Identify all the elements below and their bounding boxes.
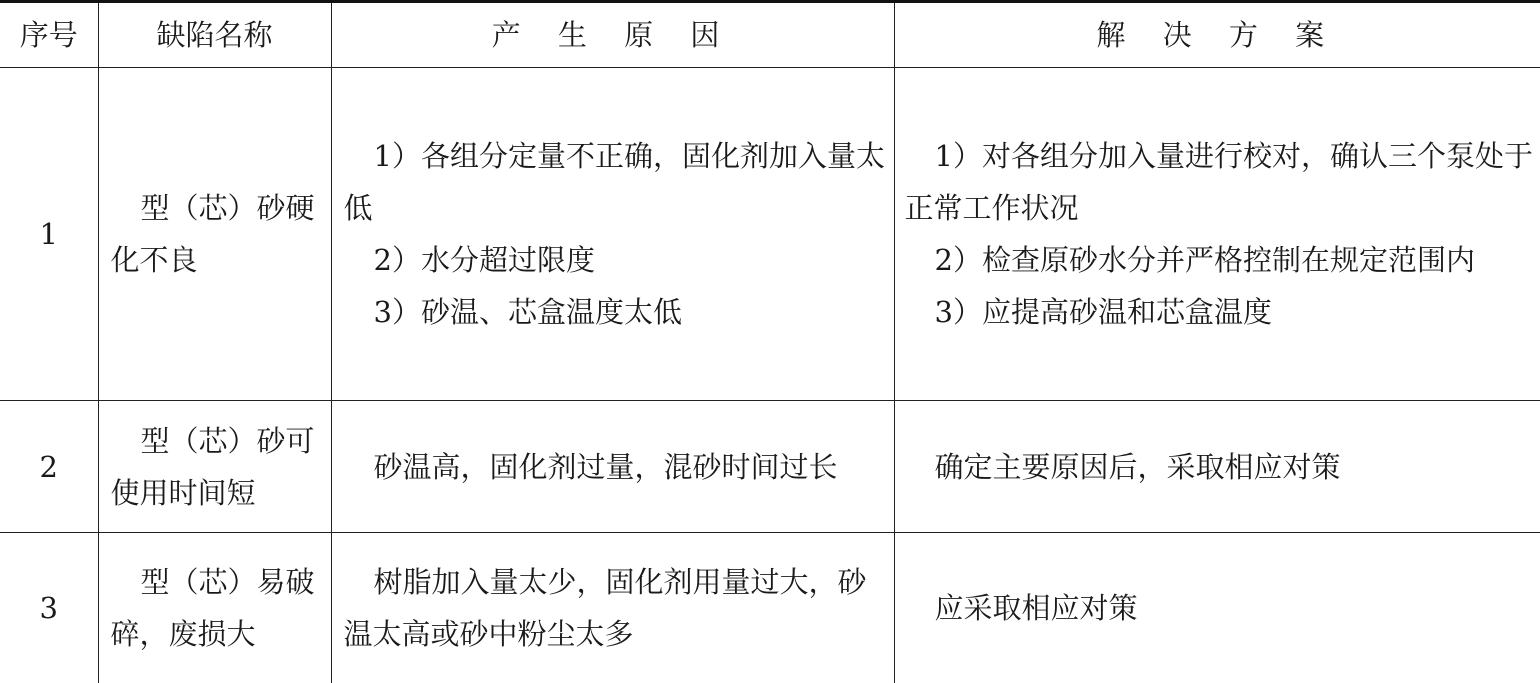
- defect-name-text: 型（芯）砂硬化不良: [110, 191, 315, 277]
- solution-item: 1）对各组分加入量进行校对，确认三个泵处于正常工作状况: [904, 139, 1533, 225]
- row-cause: [331, 401, 894, 533]
- cause-item: 1）各组分定量不正确，固化剂加入量太低: [343, 139, 885, 225]
- header-solution: 解 决 方 案: [894, 2, 1540, 68]
- table-row: [0, 401, 1540, 533]
- row-defect-name: [98, 533, 331, 683]
- header-seq: 序号: [0, 2, 98, 68]
- row-seq: 2: [0, 401, 98, 533]
- cause-item: 树脂加入量太少，固化剂用量过大，砂温太高或砂中粉尘太多: [343, 565, 867, 651]
- solution-item: 应采取相应对策: [934, 591, 1138, 625]
- header-name: 缺陷名称: [98, 2, 331, 68]
- defect-name-text: 型（芯）易破碎，废损大: [110, 565, 315, 651]
- row-seq: 3: [0, 533, 98, 683]
- row-cause: [331, 68, 894, 401]
- table-row: [0, 68, 1540, 401]
- row-seq: 1: [0, 68, 98, 401]
- row-solution: [894, 401, 1540, 533]
- cause-item: 3）砂温、芯盒温度太低: [373, 295, 682, 329]
- row-defect-name: [98, 68, 331, 401]
- row-solution: [894, 68, 1540, 401]
- solution-item: 3）应提高砂温和芯盒温度: [934, 295, 1272, 329]
- solution-item: 2）检查原砂水分并严格控制在规定范围内: [934, 243, 1475, 277]
- row-solution: [894, 533, 1540, 683]
- cause-item: 砂温高，固化剂过量，混砂时间过长: [373, 449, 838, 484]
- table-header-row: [0, 2, 1540, 68]
- header-cause: 产 生 原 因: [331, 2, 894, 68]
- cause-item: 2）水分超过限度: [373, 243, 595, 277]
- solution-item: 确定主要原因后，采取相应对策: [934, 449, 1341, 484]
- row-defect-name: [98, 401, 331, 533]
- row-cause: [331, 533, 894, 683]
- defect-name-text: 型（芯）砂可使用时间短: [110, 423, 315, 510]
- table-row: [0, 533, 1540, 683]
